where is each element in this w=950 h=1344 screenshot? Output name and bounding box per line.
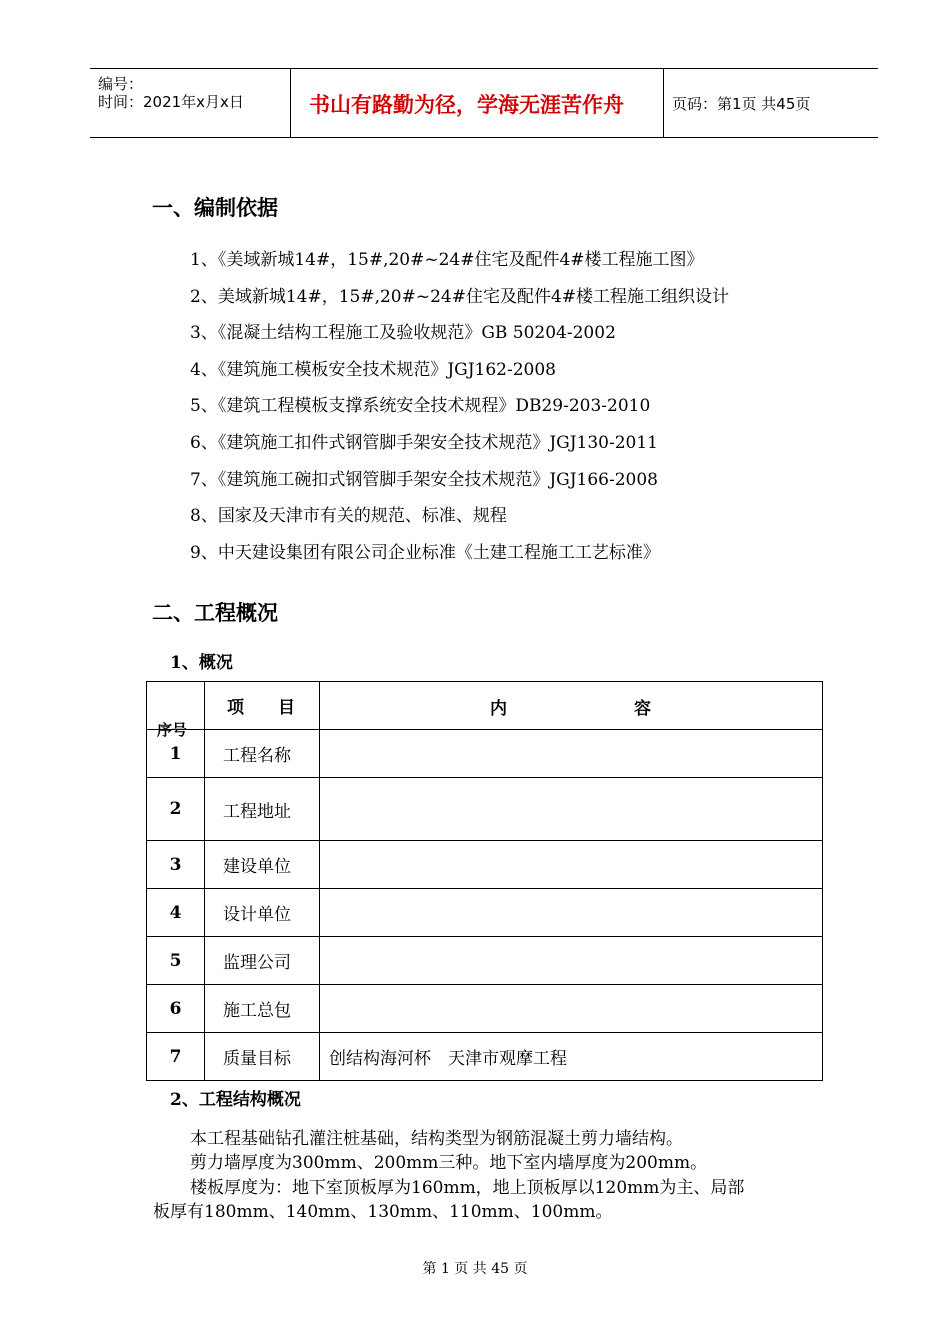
row-item: 设计单位 (205, 889, 320, 937)
structure-paragraph: 本工程基础钻孔灌注桩基础，结构类型为钢筋混凝土剪力墙结构。 (190, 1129, 683, 1149)
structure-paragraph: 楼板厚度为：地下室顶板厚为160mm，地上顶板厚以120mm为主、局部 (190, 1178, 745, 1198)
header-motto-cell (291, 69, 664, 137)
row-number: 1 (147, 730, 205, 778)
row-content (320, 889, 823, 937)
header-no-label: 序号 (157, 721, 188, 739)
basis-item: 3、《混凝土结构工程施工及验收规范》GB 50204-2002 (190, 323, 616, 343)
page-footer (0, 1258, 950, 1278)
row-number: 5 (147, 937, 205, 985)
structure-paragraph: 板厚有180mm、140mm、130mm、110mm、100mm。 (153, 1202, 613, 1222)
row-content (320, 841, 823, 889)
header-content-right: 容 (634, 699, 651, 719)
document-time-label: 时间：2021年x月x日 (98, 93, 244, 111)
row-item: 监理公司 (205, 937, 320, 985)
table-row (147, 937, 823, 985)
row-content (320, 937, 823, 985)
table-row (147, 985, 823, 1033)
header-content-left: 内 (490, 699, 507, 719)
document-number-label: 编号： (98, 75, 144, 93)
header-motto: 书山有路勤为径，学海无涯苦作舟 (309, 93, 624, 117)
basis-item: 6、《建筑施工扣件式钢管脚手架安全技术规范》JGJ130-2011 (190, 433, 658, 453)
table-row (147, 730, 823, 778)
basis-item: 9、中天建设集团有限公司企业标准《土建工程施工工艺标准》 (190, 543, 660, 563)
project-overview-table (146, 681, 823, 1081)
row-content (320, 985, 823, 1033)
row-item: 建设单位 (205, 841, 320, 889)
table-row (147, 889, 823, 937)
header-meta-cell (90, 69, 291, 137)
table-row (147, 778, 823, 841)
basis-item: 4、《建筑施工模板安全技术规范》JGJ162-2008 (190, 360, 556, 380)
basis-item: 1、《美域新城14#，15#,20#~24#住宅及配件4#楼工程施工图》 (190, 250, 704, 270)
row-number: 2 (147, 778, 205, 841)
subsection-structure-title: 2、工程结构概况 (170, 1090, 301, 1110)
table-row (147, 841, 823, 889)
row-item: 工程名称 (205, 730, 320, 778)
basis-item: 8、国家及天津市有关的规范、标准、规程 (190, 506, 507, 526)
row-number: 7 (147, 1033, 205, 1081)
table-header-item: 项 目 (205, 682, 320, 730)
subsection-overview-title: 1、概况 (170, 653, 233, 673)
header-page-cell (664, 69, 878, 137)
row-number: 3 (147, 841, 205, 889)
row-item: 施工总包 (205, 985, 320, 1033)
row-number: 4 (147, 889, 205, 937)
row-item: 工程地址 (205, 778, 320, 841)
structure-paragraph: 剪力墙厚度为300mm、200mm三种。地下室内墙厚度为200mm。 (190, 1153, 708, 1173)
basis-item: 7、《建筑施工碗扣式钢管脚手架安全技术规范》JGJ166-2008 (190, 470, 658, 490)
row-item: 质量目标 (205, 1033, 320, 1081)
row-number: 6 (147, 985, 205, 1033)
row-content (320, 778, 823, 841)
row-content (320, 730, 823, 778)
section-1-title: 一、编制依据 (152, 195, 278, 220)
footer-page-number: 第 1 页 共 45 页 (422, 1261, 528, 1277)
table-header-row (147, 682, 823, 730)
table-header-content (320, 682, 823, 730)
basis-item: 2、美域新城14#，15#,20#~24#住宅及配件4#楼工程施工组织设计 (190, 287, 730, 307)
section-2-title: 二、工程概况 (152, 600, 278, 625)
header-page-info: 页码：第1页 共45页 (672, 95, 811, 113)
table-header-no (147, 682, 205, 739)
table-row (147, 1033, 823, 1081)
row-content: 创结构海河杯 天津市观摩工程 (320, 1033, 823, 1081)
page-header (90, 68, 878, 138)
basis-item: 5、《建筑工程模板支撑系统安全技术规程》DB29-203-2010 (190, 396, 651, 416)
